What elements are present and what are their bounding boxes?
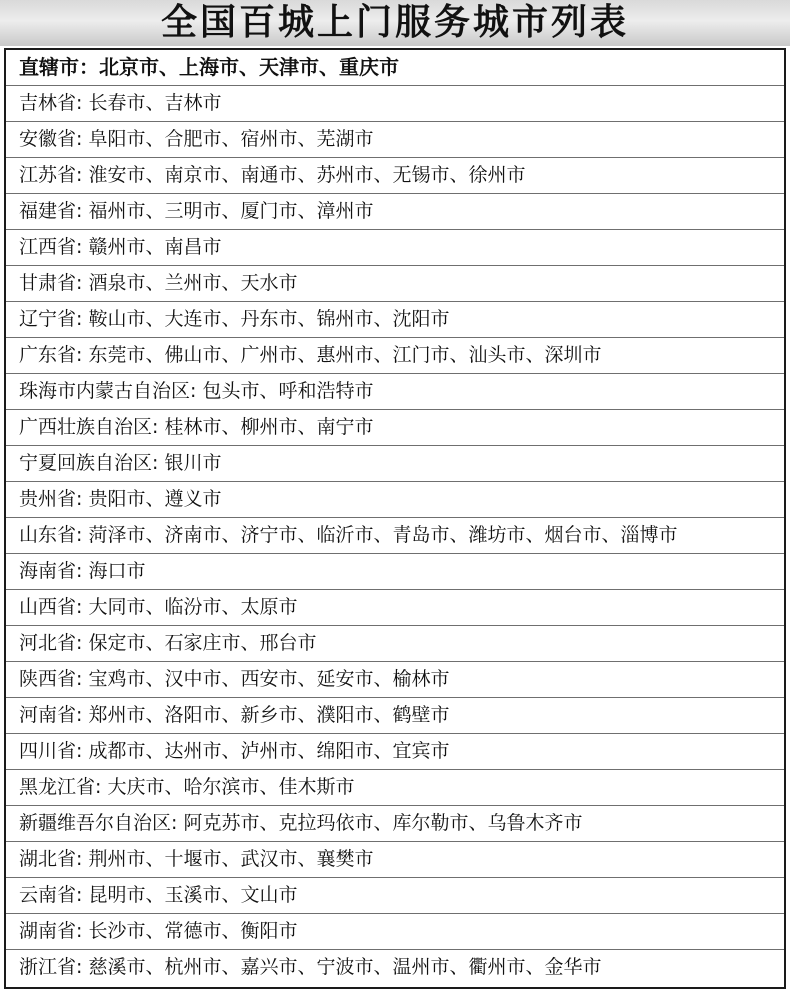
table-row-ningxia: 宁夏回族自治区: 银川市 [6,446,784,482]
table-row-shaanxi: 陕西省: 宝鸡市、汉中市、西安市、延安市、榆林市 [6,662,784,698]
table-row-yunnan: 云南省: 昆明市、玉溪市、文山市 [6,878,784,914]
table-row-gansu: 甘肃省: 酒泉市、兰州市、天水市 [6,266,784,302]
city-table [4,48,786,989]
page-title: 全国百城上门服务城市列表 [160,2,629,43]
table-row-heilongjiang: 黑龙江省: 大庆市、哈尔滨市、佳木斯市 [6,770,784,806]
table-row-jiangsu: 江苏省: 淮安市、南京市、南通市、苏州市、无锡市、徐州市 [6,158,784,194]
table-row-liaoning: 辽宁省: 鞍山市、大连市、丹东市、锦州市、沈阳市 [6,302,784,338]
table-row-shandong: 山东省: 菏泽市、济南市、济宁市、临沂市、青岛市、潍坊市、烟台市、淄博市 [6,518,784,554]
table-row-guangxi: 广西壮族自治区: 桂林市、柳州市、南宁市 [6,410,784,446]
table-row-anhui: 安徽省: 阜阳市、合肥市、宿州市、芜湖市 [6,122,784,158]
table-row-xinjiang: 新疆维吾尔自治区: 阿克苏市、克拉玛依市、库尔勒市、乌鲁木齐市 [6,806,784,842]
table-row-jiangxi: 江西省: 赣州市、南昌市 [6,230,784,266]
table-row-zhejiang: 浙江省: 慈溪市、杭州市、嘉兴市、宁波市、温州市、衢州市、金华市 [19,956,602,978]
table-row-inner-mongolia: 珠海市内蒙古自治区: 包头市、呼和浩特市 [6,374,784,410]
table-row-hainan: 海南省: 海口市 [6,554,784,590]
table-row-hubei: 湖北省: 荆州市、十堰市、武汉市、襄樊市 [6,842,784,878]
table-row-shanxi: 山西省: 大同市、临汾市、太原市 [6,590,784,626]
table-row-hunan: 湖南省: 长沙市、常德市、衡阳市 [6,914,784,950]
table-row-municipalities: 直辖市：北京市、上海市、天津市、重庆市 [6,50,784,86]
table-row-guizhou: 贵州省: 贵阳市、遵义市 [6,482,784,518]
table-row-hebei: 河北省: 保定市、石家庄市、邢台市 [6,626,784,662]
table-row-guangdong: 广东省: 东莞市、佛山市、广州市、惠州市、江门市、汕头市、深圳市 [6,338,784,374]
table-row-henan: 河南省: 郑州市、洛阳市、新乡市、濮阳市、鹤壁市 [6,698,784,734]
table-row-sichuan: 四川省: 成都市、达州市、泸州市、绵阳市、宜宾市 [6,734,784,770]
table-row-fujian: 福建省: 福州市、三明市、厦门市、漳州市 [6,194,784,230]
table-row-jilin: 吉林省: 长春市、吉林市 [6,86,784,122]
